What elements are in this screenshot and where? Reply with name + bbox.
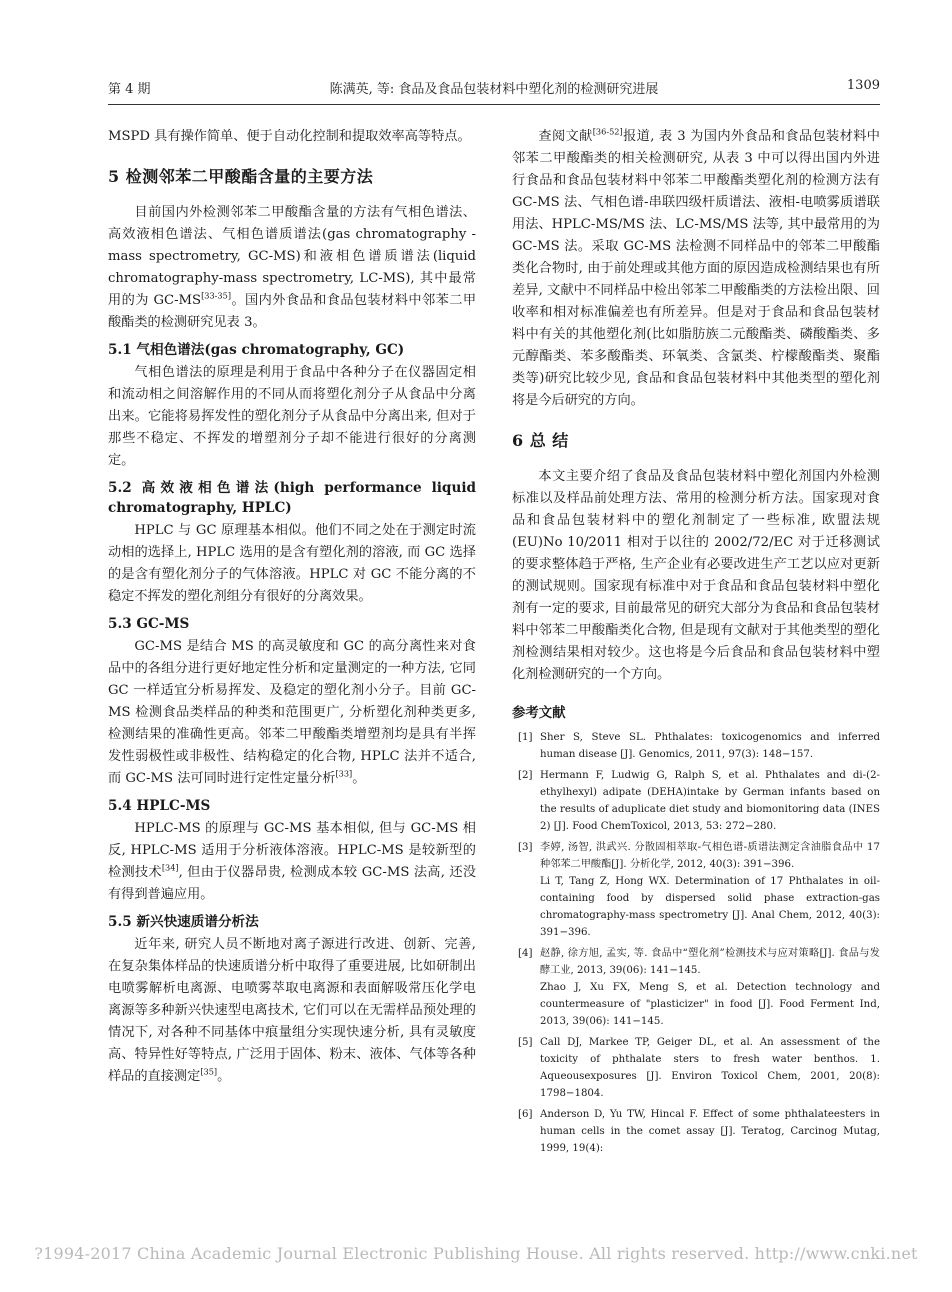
- reference-item: [1] Sher S, Steve SL. Phthalates: toxicogenomics and inferred human disease [J]. Genomics, 2011, 97(3): 148−157.: [518, 732, 880, 760]
- section-5-paragraph: 目前国内外检测邻苯二甲酸酯含量的方法有气相色谱法、高效液相色谱法、气相色谱质谱法(gas chromatography -mass spectrometry, GC-MS)和液相色谱质谱法(liquid chromatography-mass spectrometry, LC-MS), 其中最常用的为 GC-MS[33-35]。国内外食品和食品包装材料中邻苯二甲酸酯类的检测研究见表 3。: [108, 205, 477, 330]
- page-number: 1309: [846, 78, 880, 93]
- section-5-title: 5 检测邻苯二甲酸酯含量的主要方法: [108, 167, 374, 186]
- section-5-3-title: 5.3 GC-MS: [108, 616, 190, 632]
- running-header: [108, 78, 880, 104]
- header-rule: [108, 104, 880, 105]
- reference-item: [4] 赵静, 徐方旭, 孟实, 等. 食品中“塑化剂”检测技术与应对策略[J]. 食品与发酵工业, 2013, 39(06): 141−145. Zhao J, Xu FX, Meng S, et al. Detection technology and countermeasure of "plasticizer" in food [J]. Food Ferment Ind, 2013, 39(06): 141−145.: [518, 948, 880, 1027]
- reference-item: [6] Anderson D, Yu TW, Hincal F. Effect of some phthalateesters in human cells in the comet assay [J]. Teratog, Carcinog Mutag, 1999, 19(4):: [518, 1109, 880, 1154]
- issue-number: 第 4 期: [108, 82, 151, 97]
- citation[interactable]: [36-52]: [592, 126, 623, 137]
- section-5-2-paragraph: HPLC 与 GC 原理基本相似。他们不同之处在于测定时流动相的选择上, HPLC 选用的是含有塑化剂的溶液, 而 GC 选择的是含有塑化剂分子的气体溶液。HPLC 对 GC 不能分离的不稳定不挥发的塑化剂组分有很好的分离效果。: [108, 523, 476, 604]
- left-column: [108, 126, 476, 1088]
- section-5-4-title: 5.4 HPLC-MS: [108, 798, 211, 814]
- section-5-1-paragraph: 气相色谱法的原理是利用于食品中各种分子在仪器固定相和流动相之间溶解作用的不同从而将塑化剂分子从食品中分离出来。它能将易挥发性的塑化剂分子从食品中分离出来, 但对于那些不稳定、不挥发的增塑剂分子却不能进行很好的分离测定。: [108, 365, 476, 468]
- references-list: [512, 729, 880, 1157]
- literature-review-paragraph: 查阅文献[36-52]报道, 表 3 为国内外食品和食品包装材料中邻苯二甲酸酯类的相关检测研究, 从表 3 中可以得出国内外进行食品和食品包装材料中邻苯二甲酸酯类塑化剂的检测方法有 GC-MS 法、气相色谱-串联四级杆质谱法、液相-电喷雾质谱联用法、HPLC-MS/MS 法、LC-MS/MS 法等, 其中最常用的为 GC-MS 法。采取 GC-MS 法检测不同样品中的邻苯二甲酸酯类化合物时, 由于前处理或其他方面的原因造成检测结果也有所差异, 文献中不同样品中检出邻苯二甲酸酯类的方法检出限、回收率和相对标准偏差也有所差异。但是对于食品和食品包装材料中有关的其他塑化剂(比如脂肪族二元酸酯类、磷酸酯类、多元醇酯类、苯多酸酯类、环氧类、含氯类、柠檬酸酯类、聚酯类等)研究比较少见, 食品和食品包装材料中其他类型的塑化剂将是今后研究的方向。: [512, 126, 880, 408]
- section-5-5-paragraph: 近年来, 研究人员不断地对离子源进行改进、创新、完善, 在复杂集体样品的快速质谱分析中取得了重要进展, 比如研制出电喷雾解析电离源、电喷雾萃取电离源和表面解吸常压化学电离源等多种新兴快速型电离技术, 它们可以在无需样品预处理的情况下, 对各种不同基体中痕量组分实现快速分析, 具有灵敏度高、特异性好等特点, 广泛用于固体、粉末、液体、气体等各种样品的直接测定[35]。: [108, 937, 476, 1084]
- reference-item: [2] Hermann F, Ludwig G, Ralph S, et al. Phthalates and di-(2-ethylhexyl) adipate (DEHA)intake by German infants based on the results of aduplicate diet study and biomonitoring data (INES 2) [J]. Food ChemToxicol, 2013, 53: 272−280.: [518, 770, 880, 832]
- citation[interactable]: [34]: [161, 862, 179, 873]
- running-title: 陈满英, 等: 食品及食品包装材料中塑化剂的检测研究进展: [329, 82, 659, 97]
- section-5-4-paragraph: HPLC-MS 的原理与 GC-MS 基本相似, 但与 GC-MS 相反, HPLC-MS 适用于分析液体溶液。HPLC-MS 是较新型的检测技术[34], 但由于仪器昂贵, 检测成本较 GC-MS 法高, 还没有得到普遍应用。: [108, 821, 477, 902]
- copyright-footer: ?1994-2017 China Academic Journal Electronic Publishing House. All rights reserved. http://www.cnki.net: [34, 1244, 918, 1263]
- citation[interactable]: [33-35]: [201, 290, 232, 301]
- reference-item: [3] 李婷, 汤智, 洪武兴. 分散固相萃取-气相色谱-质谱法测定含油脂食品中 17 种邻苯二甲酸酯[J]. 分析化学, 2012, 40(3): 391−396. Li T, Tang Z, Hong WX. Determination of 17 Phthalates in oil-containing food by dispersed solid phase extraction-gas chromatography-mass spectrometry [J]. Anal Chem, 2012, 40(3): 391−396.: [518, 842, 880, 938]
- citation[interactable]: [35]: [200, 1066, 218, 1077]
- reference-item: [5] Call DJ, Markee TP, Geiger DL, et al. An assessment of the toxicity of phthalate sters to fresh water benthos. 1. Aqueousexposures [J]. Environ Toxicol Chem, 2001, 20(8): 1798−1804.: [518, 1037, 880, 1099]
- section-5-5-title: 5.5 新兴快速质谱分析法: [108, 914, 259, 930]
- section-5-3-paragraph: GC-MS 是结合 MS 的高灵敏度和 GC 的高分离性来对食品中的各组分进行更好地定性分析和定量测定的一种方法, 它同 GC 一样适宜分析易挥发、及稳定的塑化剂小分子。目前 GC-MS 检测食品类样品的种类和范围更广, 分析塑化剂种类更多, 检测结果的准确性更高。邻苯二甲酸酯类增塑剂均是具有半挥发性弱极性或非极性、结构稳定的化合物, HPLC 法并不适合, 而 GC-MS 法可同时进行定性定量分析[33]。: [108, 639, 476, 786]
- section-6-title: 6 总 结: [512, 431, 569, 450]
- references-title: 参考文献: [512, 705, 566, 721]
- section-5-2-title: 5.2 高效液相色谱法(high performance liquid chromatography, HPLC): [108, 480, 476, 516]
- right-column: [512, 126, 880, 1161]
- citation[interactable]: [33]: [335, 768, 353, 779]
- intro-paragraph: MSPD 具有操作简单、便于自动化控制和提取效率高等特点。: [108, 129, 471, 144]
- section-5-1-title: 5.1 气相色谱法(gas chromatography, GC): [108, 342, 405, 358]
- section-6-paragraph: 本文主要介绍了食品及食品包装材料中塑化剂国内外检测标准以及样品前处理方法、常用的检测分析方法。国家现对食品和食品包装材料中的塑化剂制定了一些标准, 欧盟法规(EU)No 10/2011 相对于以往的 2002/72/EC 对于迁移测试的要求整体趋于严格, 生产企业有必要改进生产工艺以应对更新的测试规则。国家现有标准中对于食品和食品包装材料中塑化剂有一定的要求, 目前最常见的研究大部分为食品和食品包装材料中邻苯二甲酸酯类化合物, 但是现有文献对于其他类型的塑化剂检测结果相对较少。这也将是今后食品和食品包装材料中塑化剂检测研究的一个方向。: [512, 469, 880, 682]
